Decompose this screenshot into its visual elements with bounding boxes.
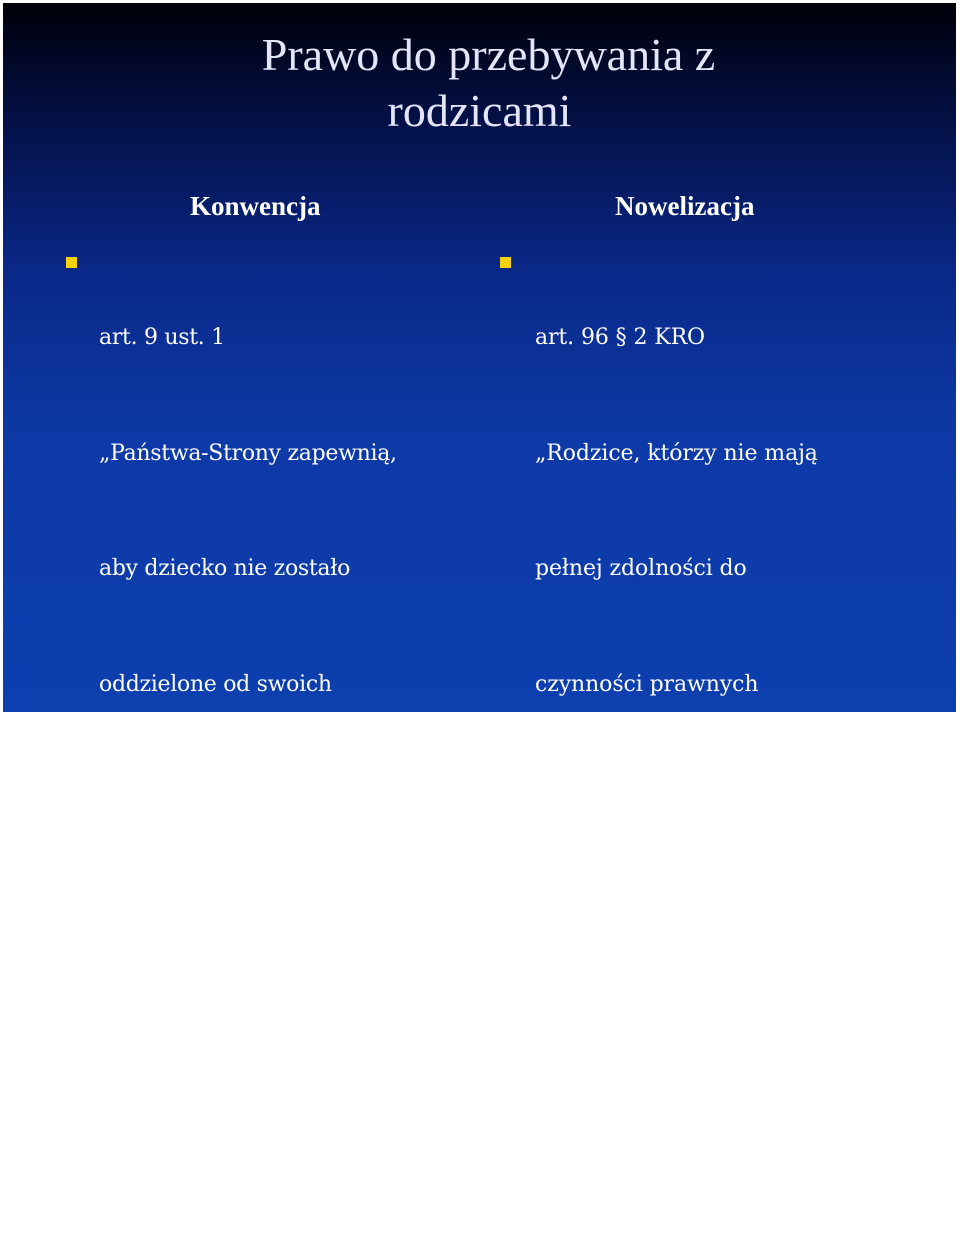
square-bullet-icon: [500, 257, 511, 268]
text-line: art. 96 § 2 KRO: [535, 325, 705, 350]
text-line: pełnej zdolności do: [535, 556, 747, 581]
text-line: wychowaniu…”: [535, 1133, 706, 1159]
text-line: uczestniczą w sprawowaniu: [535, 787, 844, 812]
text-line: aby dziecko nie zostało: [99, 556, 351, 581]
slide: [3, 3, 956, 1159]
left-column-text: [99, 242, 402, 897]
text-line: dziecka i w jego: [535, 1018, 712, 1043]
title-line-2: rodzicami: [387, 85, 572, 136]
text-line: „Państwa-Strony zapewnią,: [99, 440, 397, 466]
text-line: oddzielone od swoich: [99, 671, 332, 697]
right-column-text: [535, 242, 843, 1243]
title-line-1: Prawo do przebywania z: [261, 29, 716, 80]
text-line: art. 9 ust. 1: [99, 325, 225, 350]
right-column-heading: Nowelizacja: [615, 191, 755, 221]
text-line: czynności prawnych: [535, 671, 759, 697]
text-line: „Rodzice, którzy nie mają: [535, 440, 818, 466]
text-line: bieżącej pieczy nad osobą: [535, 902, 822, 928]
text-line: rodziców wbrew ich woli…”: [99, 787, 402, 812]
slide-title: [3, 27, 956, 139]
square-bullet-icon: [66, 257, 77, 268]
left-column-heading: Konwencja: [190, 191, 321, 221]
